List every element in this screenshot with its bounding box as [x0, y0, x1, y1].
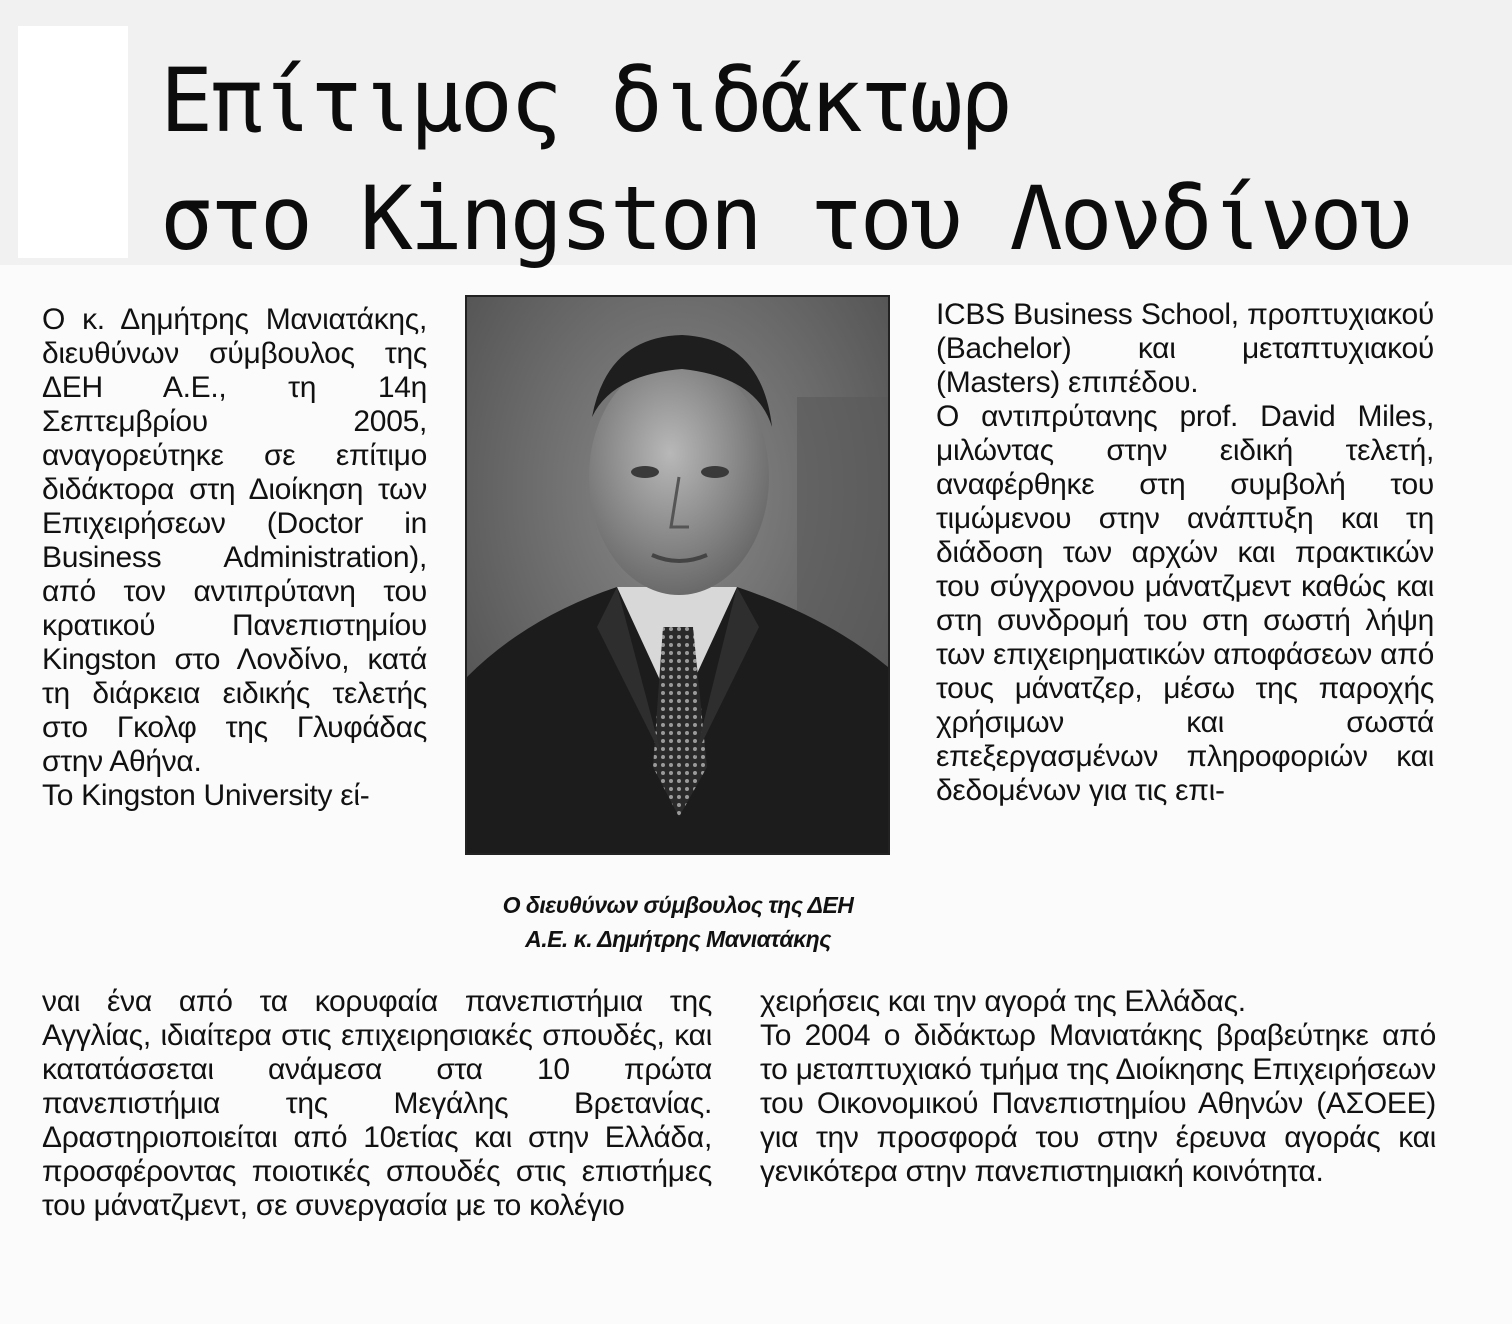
- paragraph-3-end: χειρήσεις και την αγορά της Ελλάδας.: [760, 985, 1246, 1018]
- column-right: [936, 298, 1434, 808]
- photo-caption: [478, 888, 878, 956]
- paragraph-3: Ο αντιπρύτανης prof. David Miles, μιλώντας στην ειδική τελετή, αναφέρθηκε στη συμβολή του τιμώμενου στην ανάπτυξη και τη διάδοση των αρχών και πρακτικών του σύγχρονου μάνατζμεντ καθώς και στη συνδρομή του στη σωστή λήψη των επιχειρηματικών αποφάσεων από τους μάνατζερ, μέσω της παροχής χρήσιμων και σωστά επεξεργασμένων πληροφοριών και δεδομένων για τις επι-: [936, 400, 1434, 807]
- portrait-photo: [465, 295, 890, 855]
- portrait-image: [467, 297, 888, 853]
- paragraph-2-continued: ναι ένα από τα κορυφαία πανεπιστήμια της Αγγλίας, ιδιαίτερα στις επιχειρησιακές σπουδές, και κατατάσσεται ανάμεσα στα 10 πρώτα πανεπιστήμια της Μεγάλης Βρετανίας. Δραστηριοποιείται από 10ετίας και στην Ελλάδα, προσφέροντας ποιοτικές σπουδές στις επιστήμες του μάνατζμεντ, σε συνεργασία με το κολέγιο: [42, 985, 712, 1222]
- paragraph-2-end: ICBS Business School, προπτυχιακού (Bachelor) και μεταπτυχιακού (Masters) επιπέδου.: [936, 298, 1434, 399]
- bottom-right-block: [760, 985, 1436, 1189]
- headline-line-1: Επίτιμος διδάκτωρ: [160, 49, 1010, 152]
- headline: [160, 42, 1480, 278]
- caption-line-1: Ο διευθύνων σύμβουλος της ΔΕΗ: [502, 892, 854, 918]
- paragraph-4: Το 2004 ο διδάκτωρ Μανιατάκης βραβεύτηκε από το μεταπτυχιακό τμήμα της Διοίκησης Επιχειρήσεων του Οικονομικού Πανεπιστημίου Αθηνών (ΑΣΟΕΕ) για την προσφορά του στην έρευνα αγοράς και γενικότερα στην πανεπιστημιακή κοινότητα.: [760, 1019, 1436, 1188]
- column-left: [42, 303, 427, 813]
- headline-line-2: στο Kingston του Λονδίνου: [160, 167, 1410, 270]
- paragraph-2-start: Το Kingston University εί-: [42, 779, 370, 812]
- caption-line-2: Α.Ε. κ. Δημήτρης Μανιατάκης: [525, 926, 831, 952]
- paragraph-1: Ο κ. Δημήτρης Μανιατάκης, διευθύνων σύμβουλος της ΔΕΗ Α.Ε., τη 14η Σεπτεμβρίου 2005, αναγορεύτηκε σε επίτιμο διδάκτορα στη Διοίκηση των Επιχειρήσεων (Doctor in Business Administration), από τον αντιπρύτανη του κρατικού Πανεπιστημίου Kingston στο Λονδίνο, κατά τη διάρκεια ειδικής τελετής στο Γκολφ της Γλυφάδας στην Αθήνα.: [42, 303, 427, 778]
- margin-strip: [18, 26, 128, 258]
